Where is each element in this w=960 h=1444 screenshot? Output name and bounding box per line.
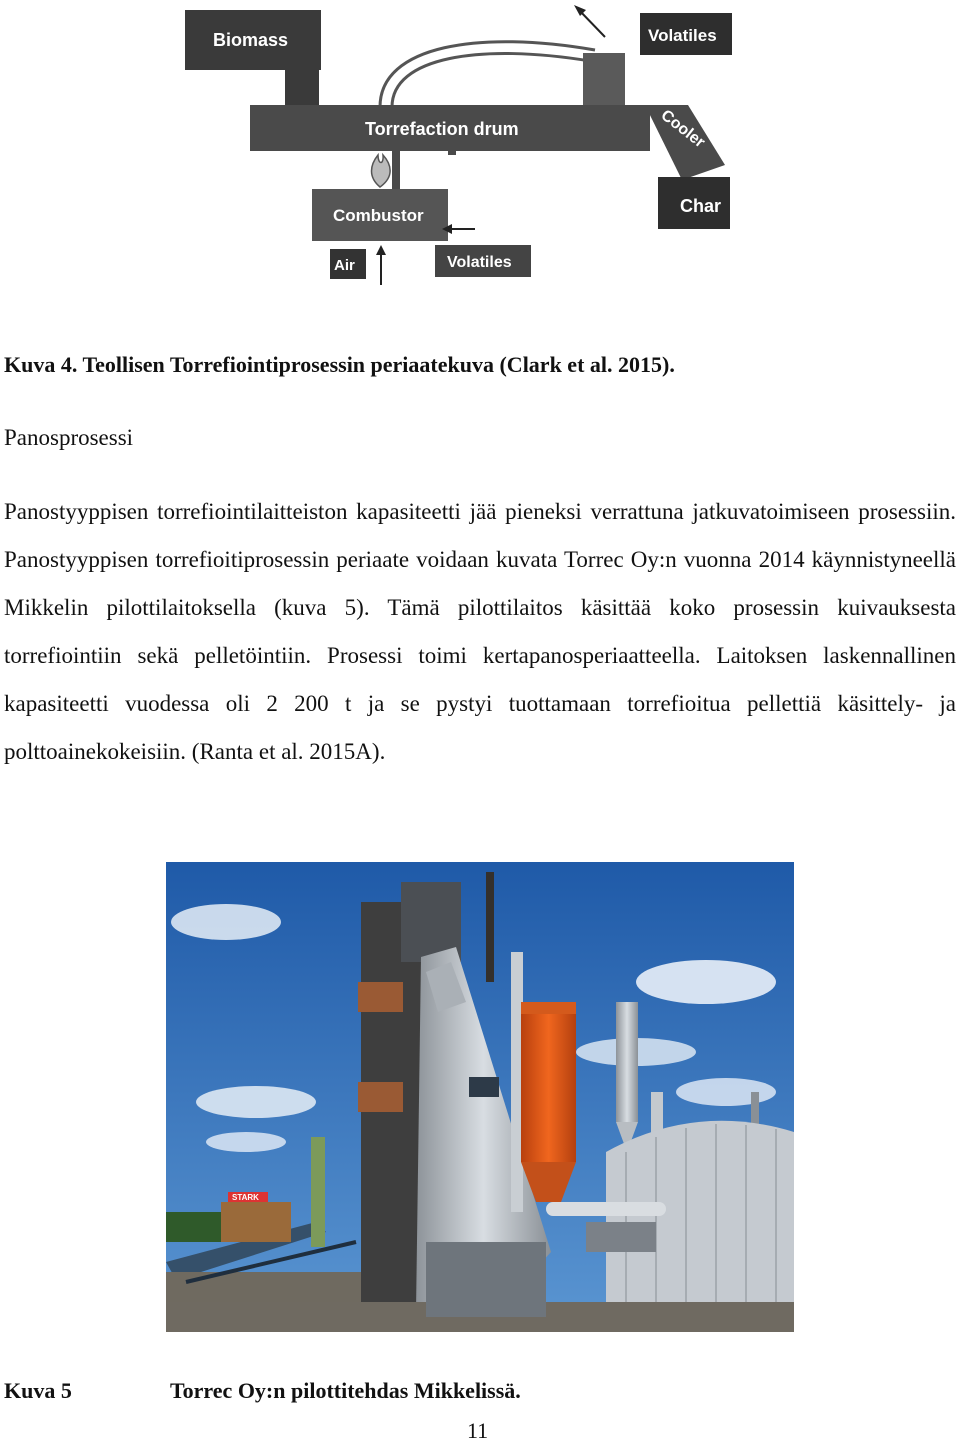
arrow-up-icon [376, 245, 386, 285]
figure-4-caption: Kuva 4. Teollisen Torrefiointiprosessin periaatekuva (Clark et al. 2015). [4, 352, 675, 377]
paragraph-text: Panostyyppisen torrefiointilaitteiston kapasiteetti jää pieneksi verrattuna jatkuvatoimiseen prosessiin. Panostyyppisen torrefioitiprosessin periaate voidaan kuvata Torrec Oy:n vuonna 2014 käynnistyneellä Mikkelin pilottilaitoksella (kuva 5). Tämä pilottilaitos käsittää koko prosessin kuivauksesta torrefiointiin sekä pelletöintiin. Prosessi toimi kertapanosperiaatteella. Laitoksen laskennallinen kapasiteetti vuodessa oli 2 200 t ja se pystyi tuottamaan torrefioitua pellettiä käsittely- ja polttoainekokeisiin. (Ranta et al. 2015A). [4, 499, 956, 764]
page-number: 11 [467, 1418, 489, 1443]
cooler [645, 105, 725, 180]
drum-label: Torrefaction drum [365, 119, 519, 139]
volatiles-bottom-label: Volatiles [447, 254, 512, 271]
vent-box [583, 53, 625, 109]
section-heading: Panosprosessi [4, 425, 134, 450]
cooler-label: Cooler [657, 106, 708, 152]
biomass-label: Biomass [213, 30, 289, 50]
flame-icon [372, 155, 391, 187]
figure-5-caption: Torrec Oy:n pilottitehdas Mikkelissä. [170, 1378, 521, 1403]
char-label: Char [680, 196, 722, 216]
pilot-plant-photo [166, 862, 794, 1332]
torrefaction-process-diagram [180, 5, 740, 305]
biomass-chute [285, 65, 319, 107]
body-paragraph [4, 488, 956, 776]
air-label: Air [334, 257, 355, 274]
figure-5-label: Kuva 5 [4, 1378, 72, 1403]
combustor-label: Combustor [333, 206, 424, 225]
stark-sign: STARK [232, 1193, 259, 1202]
volatiles-top-label: Volatiles [648, 26, 717, 45]
arrow-diagonal-icon [574, 5, 605, 37]
